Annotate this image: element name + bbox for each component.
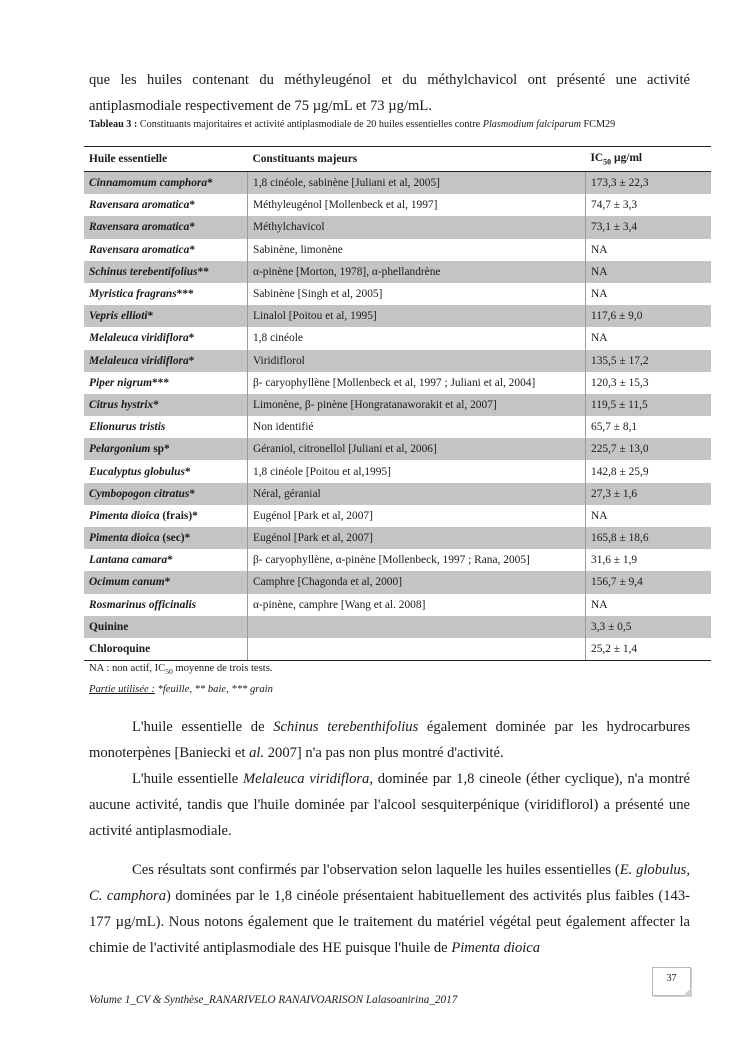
table-row	[84, 460, 711, 482]
p1-text-c: également dominée par les hydrocarbures monoterpènes [Baniecki et	[89, 719, 691, 761]
table-row	[84, 505, 711, 527]
cell-ic50: 27,3 ± 1,6	[586, 483, 712, 505]
cell-constituents: Viridiflorol	[248, 350, 586, 372]
cell-constituents: Sabinène, limonène	[248, 239, 586, 261]
p3-species: E. globulus, C. camphora	[89, 862, 690, 904]
cell-ic50: 25,2 ± 1,4	[586, 638, 712, 661]
note-part-label: Partie utilisée :	[89, 684, 155, 695]
oil-name: Rosmarinus officinalis	[89, 598, 197, 611]
oil-name: Schinus terebentifolius	[89, 265, 198, 278]
note-part-text: *feuille, ** baie, *** grain	[154, 684, 273, 695]
cell-ic50: 73,1 ± 3,4	[586, 216, 712, 238]
oil-suffix: *	[189, 243, 196, 256]
caption-label: Tableau 3 :	[89, 119, 138, 130]
cell-ic50: 173,3 ± 22,3	[586, 172, 712, 195]
table-note-na	[89, 663, 272, 676]
oil-suffix: **	[197, 265, 209, 278]
cell-oil	[84, 216, 248, 238]
header-ic-sub: 50	[603, 157, 612, 167]
cell-constituents: Linalol [Poitou et al, 1995]	[248, 305, 586, 327]
cell-constituents: Camphre [Chagonda et al, 2000]	[248, 571, 586, 593]
note-na-prefix: NA : non actif, IC	[89, 663, 166, 674]
oil-name: Melaleuca viridiflora	[89, 332, 189, 345]
p2-species: Melaleuca viridiflora	[243, 771, 370, 787]
oil-name: Citrus hystrix	[89, 398, 154, 411]
cell-constituents	[248, 638, 586, 661]
header-ic-prefix: IC	[590, 151, 604, 164]
cell-constituents: β- caryophyllène [Mollenbeck et al, 1997 ; Juliani et al, 2004]	[248, 372, 586, 394]
header-ic-suffix: µg/ml	[611, 151, 643, 164]
p1-text-a: L'huile essentielle de	[132, 719, 274, 735]
cell-oil	[84, 194, 248, 216]
cell-ic50: 65,7 ± 8,1	[591, 421, 638, 434]
oil-suffix: *	[207, 177, 213, 190]
cell-constituents: Eugénol [Park et al, 2007]	[248, 505, 586, 527]
cell-oil	[84, 460, 248, 482]
table-row	[84, 394, 711, 416]
table-row	[84, 305, 711, 327]
table-row	[84, 638, 711, 661]
oil-suffix: *	[153, 398, 159, 411]
cell-ic50: 3,3 ± 0,5	[586, 616, 712, 638]
table-row	[84, 549, 711, 571]
table-row	[84, 616, 711, 638]
cell-oil	[84, 327, 248, 349]
table-caption	[89, 119, 729, 130]
p1-al: al.	[249, 745, 265, 761]
table-row	[84, 372, 711, 394]
cell-ic50: 117,6 ± 9,0	[586, 305, 712, 327]
p2-text-c: , dominée par 1,8 cineole (éther cyclique), n'a montré aucune activité, tandis que l'huile dominée par l'alcool sesquiterpénique (viridiflorol) a présenté une activité antiplasmodiale.	[89, 771, 690, 839]
cell-ic50: NA	[591, 243, 608, 256]
cell-oil	[84, 638, 248, 661]
table-row	[84, 194, 711, 216]
oils-table	[84, 146, 711, 661]
cell-ic50: 165,8 ± 18,6	[586, 527, 712, 549]
oil-name: Quinine	[89, 620, 129, 633]
table-row	[84, 483, 711, 505]
intro-line-1: que les huiles contenant du méthyleugénol et du méthylchavicol ont présenté une activité	[89, 72, 690, 88]
oil-name: Cinnamomum camphora	[89, 177, 208, 190]
oil-suffix: *	[147, 310, 154, 323]
cell-ic50: NA	[586, 261, 712, 283]
p1-text-e: 2007] n'a pas non plus montré d'activité.	[264, 745, 504, 761]
oil-suffix: ***	[176, 288, 194, 301]
oil-suffix: ***	[151, 376, 170, 389]
cell-ic50: NA	[591, 288, 608, 301]
page-number: 37	[652, 967, 691, 996]
oil-suffix: *	[188, 354, 195, 367]
paragraph-results	[89, 857, 690, 961]
table-row	[84, 172, 711, 195]
cell-constituents: Méthylchavicol	[248, 216, 586, 238]
oil-name: Pimenta dioica	[89, 509, 160, 522]
cell-ic50: 120,3 ± 15,3	[591, 376, 649, 389]
cell-oil	[84, 571, 248, 593]
cell-oil	[84, 350, 248, 372]
cell-oil	[84, 283, 248, 305]
cell-ic50: 31,6 ± 1,9	[591, 554, 638, 567]
p3-text-a: Ces résultats sont confirmés par l'observation selon laquelle les huiles essentielles (	[132, 862, 620, 878]
table-body	[84, 172, 711, 661]
cell-ic50: 142,8 ± 25,9	[591, 465, 649, 478]
cell-oil	[84, 305, 248, 327]
oil-name: Myristica fragrans	[89, 288, 177, 301]
oil-suffix: (sec)*	[159, 532, 191, 545]
table-row	[84, 350, 711, 372]
oil-name: Lantana camara	[89, 554, 168, 567]
cell-oil	[84, 372, 248, 394]
page-footer: Volume 1_CV & Synthèse_RANARIVELO RANAIVOARISON Lalasoanirina_2017	[89, 994, 458, 1006]
cell-ic50: NA	[591, 509, 608, 522]
table-row	[84, 239, 711, 261]
caption-text: Constituants majoritaires et activité antiplasmodiale de 20 huiles essentielles contre	[137, 119, 483, 130]
oil-name: Melaleuca viridiflora	[89, 354, 189, 367]
cell-ic50: 156,7 ± 9,4	[586, 571, 712, 593]
cell-ic50: NA	[591, 598, 608, 611]
cell-oil	[84, 416, 248, 438]
table-row	[84, 438, 711, 460]
oil-name: Eucalyptus globulus	[89, 465, 185, 478]
table-row	[84, 416, 711, 438]
p2-text-a: L'huile essentielle	[132, 771, 244, 787]
cell-oil	[84, 438, 248, 460]
oil-name: Vepris ellioti	[89, 310, 148, 323]
cell-constituents: Eugénol [Park et al, 2007]	[248, 527, 586, 549]
header-oil: Huile essentielle	[84, 147, 248, 172]
oil-name: Ocimum canum	[89, 576, 165, 589]
cell-constituents: Géraniol, citronellol [Juliani et al, 2006]	[248, 438, 586, 460]
paragraph-melaleuca	[89, 766, 690, 844]
cell-ic50: 119,5 ± 11,5	[586, 394, 712, 416]
table-row	[84, 261, 711, 283]
oil-suffix: sp*	[150, 443, 170, 456]
cell-oil	[84, 505, 248, 527]
table-row	[84, 216, 711, 238]
cell-oil	[84, 239, 248, 261]
oil-name: Cymbopogon citratus	[89, 487, 190, 500]
cell-oil	[84, 549, 248, 571]
cell-constituents: β- caryophyllène, α-pinène [Mollenbeck, 1997 ; Rana, 2005]	[248, 549, 586, 571]
header-ic50	[586, 147, 712, 172]
oil-name: Chloroquine	[89, 643, 151, 656]
cell-ic50: 225,7 ± 13,0	[586, 438, 712, 460]
oil-name: Ravensara aromatica	[89, 221, 190, 234]
table-row	[84, 327, 711, 349]
p3-text-c: ) dominées par le 1,8 cinéole présentaient habituellement des activités plus faibles (143-177 µg/mL). Nous notons également que le traitement du matériel végétal peut également affecter la chimie de l'activité antiplasmodiale des HE puisque l'huile de	[89, 888, 690, 956]
header-constituents: Constituants majeurs	[248, 147, 586, 172]
oil-name: Pelargonium	[89, 443, 151, 456]
cell-oil	[84, 483, 248, 505]
cell-constituents: 1,8 cinéole [Poitou et al,1995]	[248, 460, 586, 482]
paragraph-schinus	[89, 714, 690, 766]
oil-suffix: *	[188, 332, 195, 345]
table-row	[84, 527, 711, 549]
cell-constituents: Méthyleugénol [Mollenbeck et al, 1997]	[248, 194, 586, 216]
cell-oil	[84, 616, 248, 638]
cell-constituents	[248, 616, 586, 638]
table-header-row	[84, 147, 711, 172]
oil-suffix: *	[189, 221, 196, 234]
intro-line-2: antiplasmodiale respectivement de 75 µg/mL et 73 µg/mL.	[89, 98, 432, 114]
oil-name: Ravensara aromatica	[89, 199, 190, 212]
oil-suffix: *	[167, 554, 173, 567]
p1-species: Schinus terebenthifolius	[273, 719, 419, 735]
cell-oil	[84, 261, 248, 283]
cell-oil	[84, 594, 248, 616]
caption-species: Plasmodium falciparum	[482, 119, 581, 130]
cell-ic50: NA	[591, 332, 608, 345]
oil-name: Ravensara aromatica	[89, 243, 190, 256]
table-note-part	[89, 684, 273, 695]
oil-suffix: *	[189, 199, 196, 212]
oil-suffix: *	[184, 465, 191, 478]
intro-paragraph	[89, 67, 690, 119]
cell-constituents: Non identifié	[248, 416, 586, 438]
note-na-suffix: moyenne de trois tests.	[172, 663, 273, 674]
cell-constituents: Néral, géranial	[248, 483, 586, 505]
cell-constituents: Sabinène [Singh et al, 2005]	[248, 283, 586, 305]
caption-strain: FCM29	[580, 119, 616, 130]
cell-ic50: 74,7 ± 3,3	[591, 199, 638, 212]
oil-name: Pimenta dioica	[89, 532, 160, 545]
table-row	[84, 283, 711, 305]
cell-constituents: α-pinène [Morton, 1978], α-phellandrène	[248, 261, 586, 283]
oil-suffix: (frais)*	[159, 509, 198, 522]
cell-ic50: 135,5 ± 17,2	[586, 350, 712, 372]
table-row	[84, 594, 711, 616]
table-row	[84, 571, 711, 593]
oil-name: Piper nigrum	[89, 376, 152, 389]
note-na-sub: 50	[165, 667, 173, 677]
cell-constituents: α-pinène, camphre [Wang et al. 2008]	[248, 594, 586, 616]
cell-constituents: Limonène, β- pinène [Hongratanaworakit et al, 2007]	[248, 394, 586, 416]
oil-suffix: *	[189, 487, 196, 500]
cell-oil	[84, 527, 248, 549]
cell-constituents: 1,8 cinéole	[248, 327, 586, 349]
p3-species-end: Pimenta dioica	[451, 940, 541, 956]
cell-constituents: 1,8 cinéole, sabinène [Juliani et al, 2005]	[248, 172, 586, 195]
oil-suffix: *	[164, 576, 171, 589]
oil-name: Elionurus tristis	[89, 421, 166, 434]
cell-oil	[84, 394, 248, 416]
cell-oil	[84, 172, 248, 195]
